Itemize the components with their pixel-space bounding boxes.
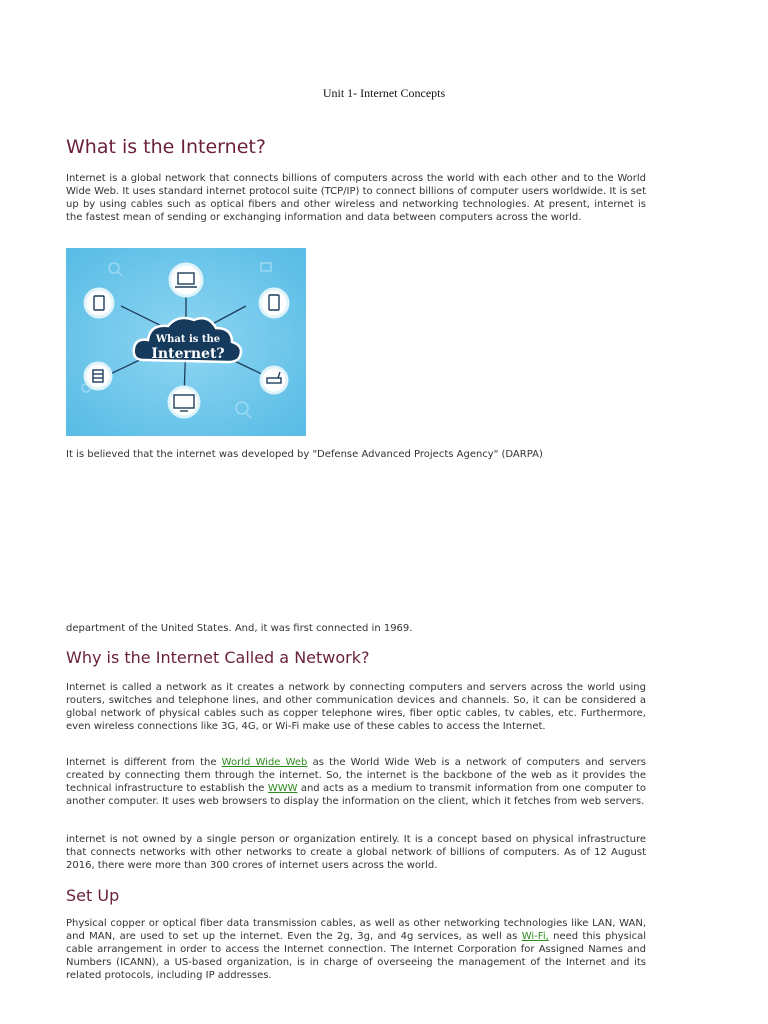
heading-set-up: Set Up <box>66 886 120 905</box>
darpa-paragraph: It is believed that the internet was developed by "Defense Advanced Projects Agency" (DARPA) <box>66 449 543 460</box>
network-paragraph-1: Internet is called a network as it creates a network by connecting computers and servers across the world using routers, switches and telephone lines, and other communication devices and channels. So, it can be considered a global network of physical cables such as copper telephone wires, fiber optic cables, tv cables, etc. Furthermore, even wireless connections like 3G, 4G, or Wi-Fi make use of these cables to access the Internet. <box>66 682 646 732</box>
intro-paragraph: Internet is a global network that connects billions of computers across the world with each other and to the World Wide Web. It uses standard internet protocol suite (TCP/IP) to connect billions of computer users worldwide. It is set up by using cables such as optical fibers and other wireless and networking technologies. At present, internet is the fastest mean of sending or exchanging information and data between computers across the world. <box>66 173 646 223</box>
darpa-continuation: department of the United States. And, it was first connected in 1969. <box>66 623 413 634</box>
network-paragraph-3: internet is not owned by a single person or organization entirely. It is a concept based on physical infrastructure that connects networks with other networks to create a global network of billions of computers. As of 12 August 2016, there were more than 300 crores of internet users across the world. <box>66 834 646 871</box>
setup-paragraph: Physical copper or optical fiber data transmission cables, as well as other networking technologies like LAN, WAN, and MAN, are used to set up the internet. Even the 2g, 3g, and 4g services, as well as Wi-Fi, need this physical cable arrangement in order to access the Internet connection. The Internet Corporation for Assigned Names and Numbers (ICANN), a US-based organization, is in charge of overseeing the management of the Internet and its related protocols, including IP addresses. <box>66 918 646 981</box>
heading-what-is-internet: What is the Internet? <box>66 136 266 158</box>
what-is-internet-illustration <box>66 248 306 436</box>
wifi-link[interactable]: Wi-Fi, <box>521 931 549 942</box>
illustration-line1: What is the <box>155 334 221 345</box>
network-paragraph-2: Internet is different from the World Wide Web as the World Wide Web is a network of computers and servers created by connecting them through the internet. So, the internet is the backbone of the web as it provides the technical infrastructure to establish the WWW and acts as a medium to transmit information from one computer to another computer. It uses web browsers to display the information on the client, which it fetches from web servers. <box>66 757 646 807</box>
world-wide-web-link[interactable]: World Wide Web <box>221 757 308 768</box>
illustration-line2: Internet? <box>151 346 225 362</box>
heading-why-network: Why is the Internet Called a Network? <box>66 648 370 667</box>
www-link[interactable]: WWW <box>267 783 298 794</box>
page-header: Unit 1- Internet Concepts <box>322 86 446 100</box>
